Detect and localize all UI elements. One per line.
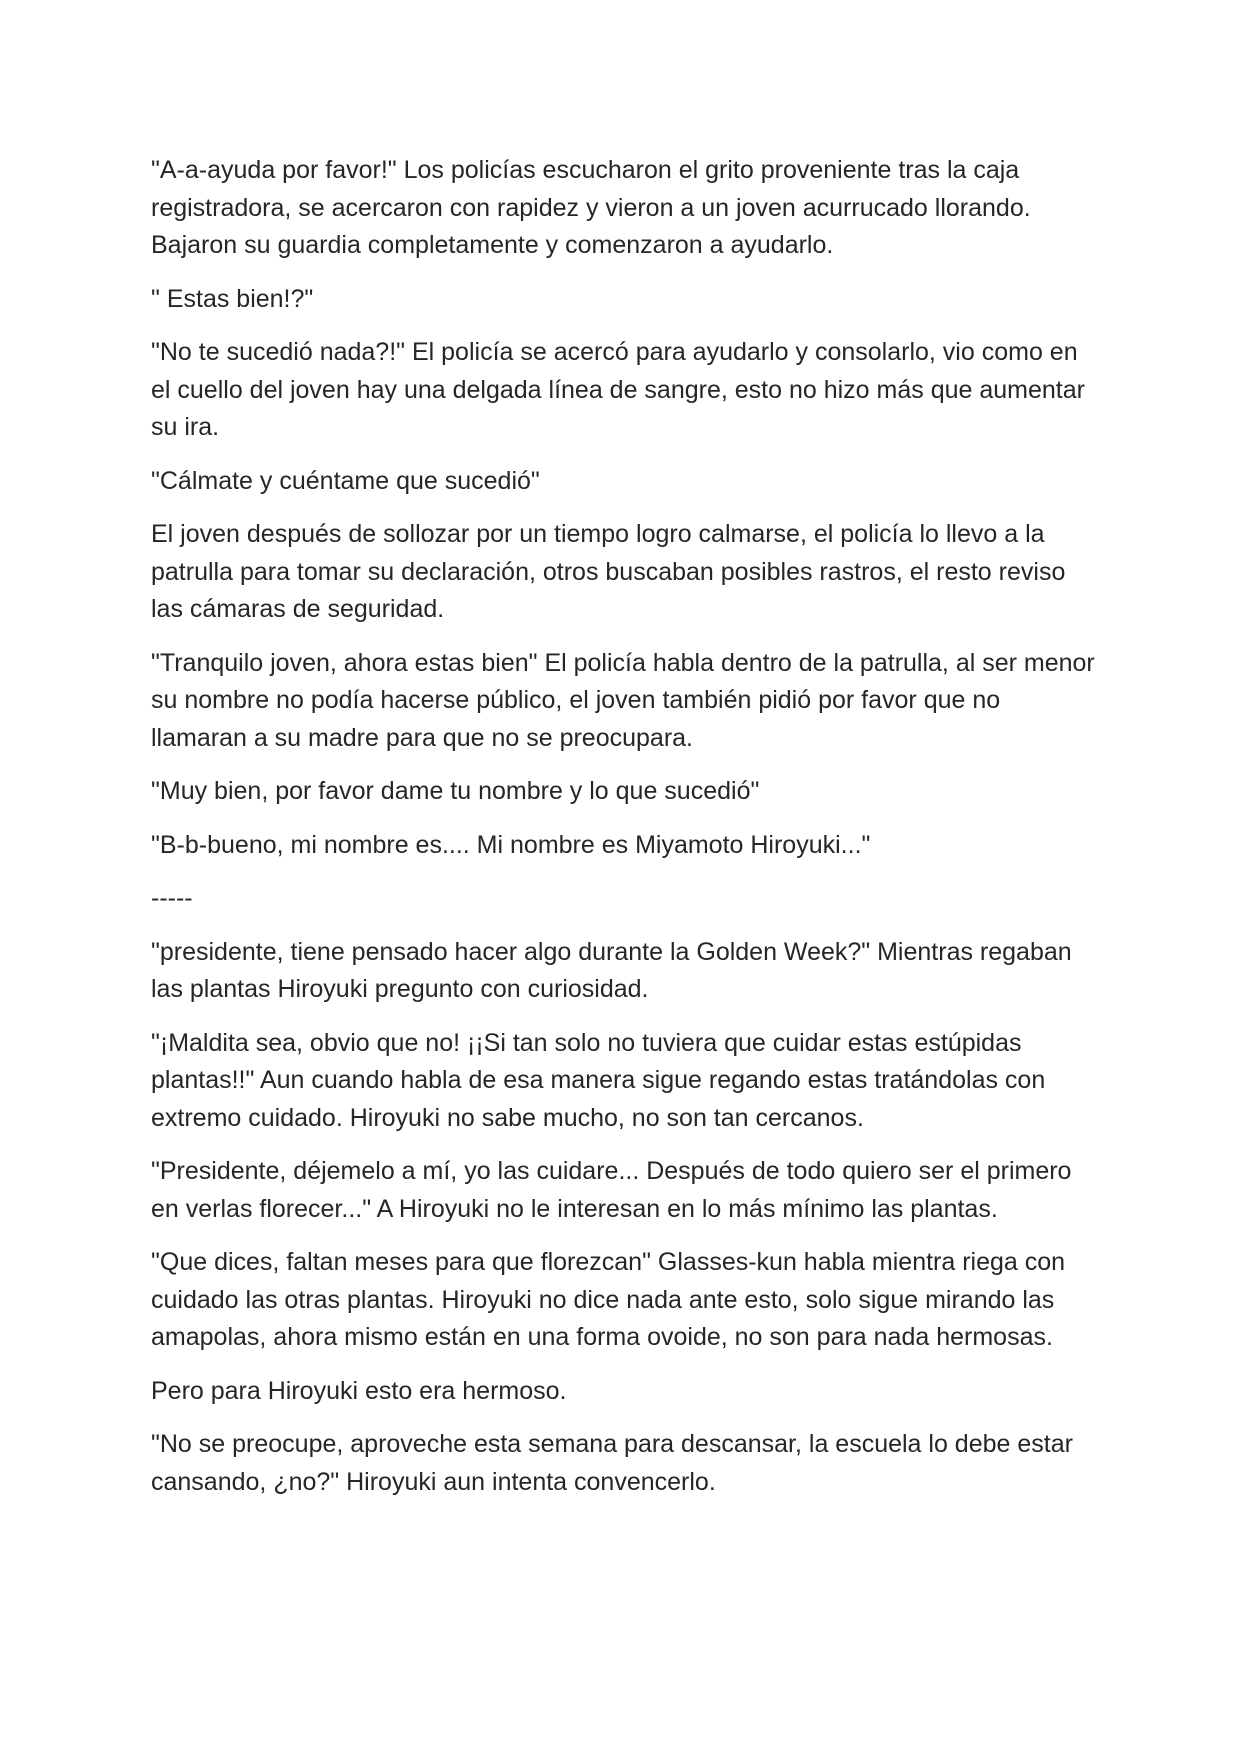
paragraph-11: "¡Maldita sea, obvio que no! ¡¡Si tan solo no tuviera que cuidar estas estúpidas plantas!!" Aun cuando habla de esa manera sigue regando estas tratándolas con extremo cuidado. Hiroyuki no sabe mucho, no son tan cercanos. bbox=[151, 1028, 1053, 1132]
paragraph-2: " Estas bien!?" bbox=[151, 284, 314, 313]
paragraph-14: Pero para Hiroyuki esto era hermoso. bbox=[151, 1376, 567, 1405]
paragraph-4: "Cálmate y cuéntame que sucedió" bbox=[151, 466, 540, 495]
paragraph-15: "No se preocupe, aproveche esta semana para descansar, la escuela lo debe estar cansando, ¿no?" Hiroyuki aun intenta convencerlo. bbox=[151, 1430, 1080, 1496]
paragraph-5: El joven después de sollozar por un tiempo logro calmarse, el policía lo llevo a la patrulla para tomar su declaración, otros buscaban posibles rastros, el resto reviso las cámaras de seguridad. bbox=[151, 520, 1073, 623]
paragraph-7: "Muy bien, por favor dame tu nombre y lo que sucedió" bbox=[151, 777, 760, 805]
paragraph-3: "No te sucedió nada?!" El policía se acercó para ayudarlo y consolarlo, vio como en el cuello del joven hay una delgada línea de sangre, esto no hizo más que aumentar su ira. bbox=[151, 338, 1092, 441]
paragraph-13: "Que dices, faltan meses para que florezcan" Glasses-kun habla mientra riega con cuidado las otras plantas. Hiroyuki no dice nada ante esto, solo sigue mirando las amapolas, ahora mismo están en una forma ovoide, no son para nada hermosas. bbox=[151, 1248, 1073, 1351]
paragraph-1: "A-a-ayuda por favor!" Los policías escucharon el grito proveniente tras la caja registradora, se acercaron con rapidez y vieron a un joven acurrucado llorando. Bajaron su guardia completamente y comenzaron a ayudarlo. bbox=[151, 156, 1038, 259]
scene-separator: ----- bbox=[151, 884, 193, 912]
paragraph-6: "Tranquilo joven, ahora estas bien" El policía habla dentro de la patrulla, al ser menor su nombre no podía hacerse público, el joven también pidió por favor que no llamaran a su madre para que no se preocupara. bbox=[151, 648, 1102, 752]
paragraph-10: "presidente, tiene pensado hacer algo durante la Golden Week?" Mientras regaban las plantas Hiroyuki pregunto con curiosidad. bbox=[151, 937, 1079, 1003]
paragraph-12: "Presidente, déjemelo a mí, yo las cuidare... Después de todo quiero ser el primero en verlas florecer..." A Hiroyuki no le interesan en lo más mínimo las plantas. bbox=[151, 1157, 1079, 1223]
paragraph-8: "B-b-bueno, mi nombre es.... Mi nombre es Miyamoto Hiroyuki..." bbox=[151, 830, 871, 859]
document-body bbox=[151, 152, 1101, 1517]
